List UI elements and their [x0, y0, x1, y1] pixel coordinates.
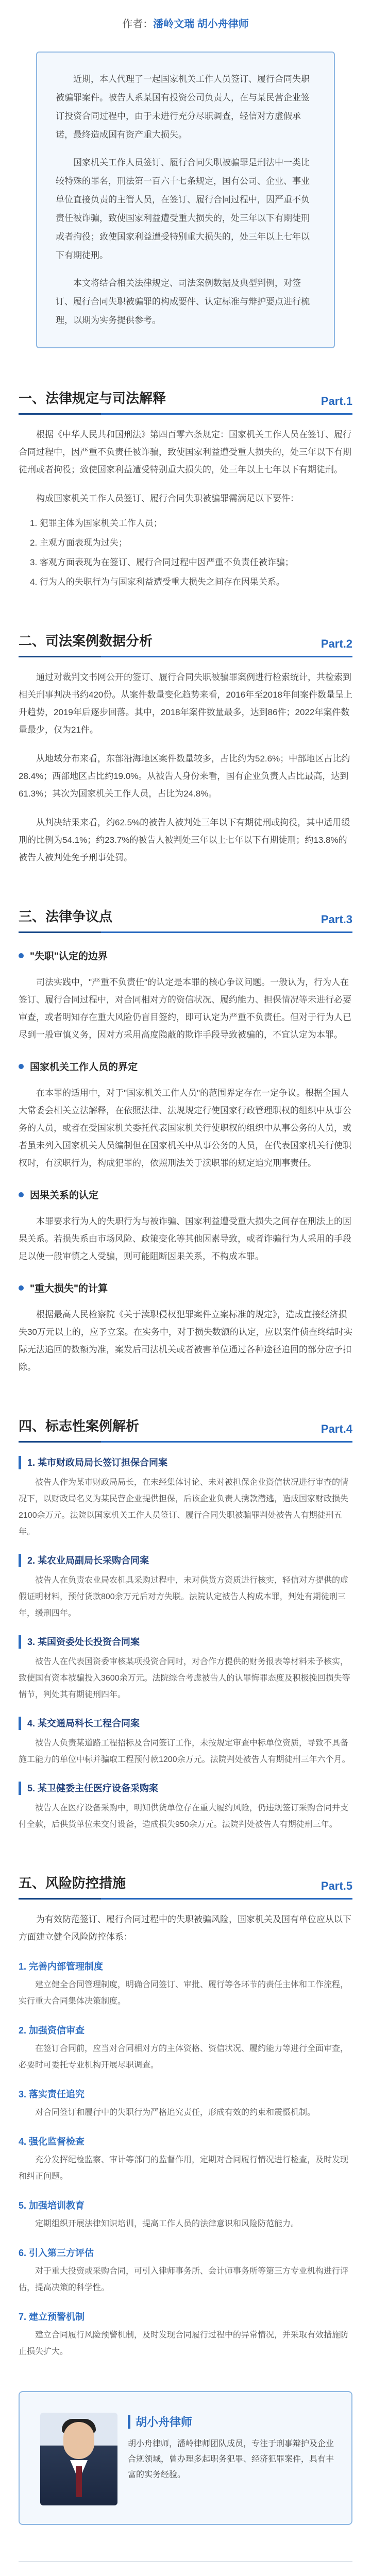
section-underline-accent: [19, 1898, 101, 1900]
paragraph: 通过对裁判文书网公开的签订、履行合同失职被骗罪案例进行检索统计，共检索到相关刑事判决书约420份。从案件数量变化趋势来看，2016年至2018年间案件数量呈上升趋势，2019年后逐步回落。其中，2018年案件数量最多，达到86件；2022年案件数量最少，仅为21件。: [19, 672, 352, 735]
section-disputes: [19, 900, 352, 1376]
portrait-face: [63, 2422, 94, 2459]
measure-body: 充分发挥纪检监察、审计等部门的监督作用，定期对合同履行情况进行检查，及时发现和纠正问题。: [19, 2156, 349, 2181]
disclaimer: [19, 2561, 352, 2576]
section-header: [19, 1866, 352, 1900]
intro-paragraph: 国家机关工作人员签订、履行合同失职被骗罪是刑法中一类比较特殊的罪名，刑法第一百六十七条规定，国有公司、企业、事业单位直接负责的主管人员，在签订、履行合同过程中，因严重不负责任被诈骗，致使国家利益遭受重大损失的，处三年以下有期徒刑或者拘役；致使国家利益遭受特别重大损失的，处三年以上七年以下有期徒刑。: [56, 158, 310, 260]
subheading: [19, 1059, 352, 1073]
paragraph: 根据最高人民检察院《关于渎职侵权犯罪案件立案标准的规定》，造成直接经济损失30万元以上的，应予立案。在实务中，对于损失数额的认定，应以案件侦查终结时实际无法追回的数额为准，案发后司法机关或者被害单位通过各种途径追回的部分应予扣除。: [19, 1310, 352, 1372]
case-body: 被告人在医疗设备采购中，明知供货单位存在重大履约风险，仍违规签订采购合同并支付全款，后供货单位未交付设备，造成损失950余万元。法院判处被告人有期徒刑三年。: [19, 1804, 349, 1829]
paragraph: 构成国家机关工作人员签订、履行合同失职被骗罪需满足以下要件：: [36, 494, 299, 503]
measure-title: 3. 落实责任追究: [19, 2089, 85, 2099]
section-title: 四、标志性案例解析: [19, 1418, 140, 1434]
case-body: 被告人负责某道路工程招标及合同签订工作，未按规定审查中标单位资质，导致不具备施工能力的单位中标并骗取工程预付款1200余万元。法院判处被告人有期徒刑三年六个月。: [19, 1739, 350, 1764]
paragraph: 司法实践中，"严重不负责任"的认定是本罪的核心争议问题。一般认为，行为人在签订、履行合同过程中，对合同相对方的资信状况、履约能力、担保情况等未进行必要审查，或者明知存在重大风险仍盲目签约，即可认定为严重不负责任。但对于行为人已尽到一般审慎义务，因对方采用高度隐蔽的欺诈手段导致被骗的，不宜认定为本罪。: [19, 977, 351, 1040]
paragraph: 从地域分布来看，东部沿海地区案件数量较多，占比约为52.6%；中部地区占比约28.4%；西部地区占比约19.0%。从被告人身份来看，国有企业负责人占比最高，达到61.3%；其次为国家机关工作人员，占比为24.8%。: [19, 754, 350, 799]
author-names: 潘岭文瑞 胡小舟律师: [153, 19, 249, 30]
list-item: 3. 客观方面表现为在签订、履行合同过程中因严重不负责任被诈骗；: [30, 557, 294, 567]
name-accent-bar: [128, 2415, 130, 2429]
bullet-dot-icon: [19, 1192, 24, 1197]
section-underline-accent: [19, 413, 101, 415]
case-body: 被告人在代表国资委审核某项投资合同时，对合作方提供的财务报表等材料未予核实，致使国有资本被骗投入3600余万元。法院综合考虑被告人的认罪悔罪态度及积极挽回损失等情节，判处其有期徒刑四年。: [19, 1657, 350, 1699]
section-data: [19, 624, 352, 867]
section-cases: [19, 1409, 352, 1833]
paragraph: 在本罪的适用中，对于"国家机关工作人员"的范围界定存在一定争议。根据全国人大常委会相关立法解释，在依照法律、法规规定行使国家行政管理职权的组织中从事公务的人员，或者在受国家机关委托代表国家机关行使职权的组织中从事公务的人员，或者虽未列入国家机关人员编制但在国家机关中从事公务的人员，在代表国家机关行使职权时，有渎职行为，构成犯罪的，依照刑法关于渎职罪的规定追究刑事责任。: [19, 1088, 351, 1168]
subheading: [19, 1188, 352, 1201]
case-title: 5. 某卫健委主任医疗设备采购案: [19, 1782, 352, 1795]
measure-title: 7. 建立预警机制: [19, 2312, 85, 2322]
intro-paragraph: 近期，本人代理了一起国家机关工作人员签订、履行合同失职被骗罪案件。被告人系某国有投资公司负责人，在与某民营企业签订投资合同过程中，由于未进行充分尽职调查，轻信对方虚假承诺，最终造成国有资产重大损失。: [56, 74, 310, 140]
subheading-text: "重大损失"的计算: [30, 1283, 108, 1294]
section-underline-accent: [19, 656, 101, 657]
measure-body: 建立健全合同管理制度，明确合同签订、审批、履行等各环节的责任主体和工作流程，实行重大合同集体决策制度。: [19, 1980, 349, 2006]
list-item: 4. 行为人的失职行为与国家利益遭受重大损失之间存在因果关系。: [30, 577, 285, 587]
case-body: 被告人作为某市财政局局长，在未经集体讨论、未对被担保企业资信状况进行审查的情况下，以财政局名义为某民营企业提供担保，后该企业负责人携款潜逃，造成国家财政损失2100余万元。法院以国家机关工作人员签订、履行合同失职被骗罪判处被告人有期徒刑五年。: [19, 1478, 349, 1536]
portrait-tie: [76, 2466, 82, 2497]
measure-body: 建立合同履行风险预警机制，及时发现合同履行过程中的异常情况，并采取有效措施防止损失扩大。: [19, 2331, 349, 2356]
measure-title: 5. 加强培训教育: [19, 2200, 85, 2211]
section-title: 二、司法案例数据分析: [19, 633, 153, 649]
paragraph: 为有效防范签订、履行合同过程中的失职被骗风险，国家机关及国有单位应从以下方面建立健全风险防控体系：: [19, 1914, 351, 1942]
bullet-dot-icon: [19, 953, 24, 958]
measure-body: 对于重大投资或采购合同，可引入律师事务所、会计师事务所等第三方专业机构进行评估，提高决策的科学性。: [19, 2267, 349, 2292]
measure-body: 定期组织开展法律知识培训，提高工作人员的法律意识和风险防范能力。: [35, 2219, 299, 2228]
section-title: 五、风险防控措施: [19, 1875, 126, 1891]
section-part-label: Part.3: [321, 913, 352, 926]
section-underline-accent: [19, 1441, 101, 1443]
measure-title: 4. 强化监督检查: [19, 2137, 85, 2147]
measure-body: 对合同签订和履行中的失职行为严格追究责任，形成有效的约束和震慑机制。: [35, 2108, 316, 2117]
lawyer-portrait-icon: [40, 2413, 117, 2505]
author-card: [19, 2391, 352, 2525]
author-card-name: 胡小舟律师: [136, 2416, 193, 2429]
list-item: 2. 主观方面表现为过失；: [30, 538, 127, 548]
intro-box: [36, 52, 335, 348]
section-header: [19, 1409, 352, 1443]
section-underline-accent: [19, 931, 101, 933]
section-title: 三、法律争议点: [19, 909, 113, 924]
paragraph: 本罪要求行为人的失职行为与被诈骗、国家利益遭受重大损失之间存在刑法上的因果关系。若损失系由市场风险、政策变化等其他因素导致，或者诈骗行为人采用的手段足以使一般审慎之人受骗，则可能阻断因果关系，不构成本罪。: [19, 1216, 351, 1261]
measure-title: 2. 加强资信审查: [19, 2025, 85, 2036]
measure-body: 在签订合同前，应当对合同相对方的主体资格、资信状况、履约能力等进行全面审查，必要时可委托专业机构开展尽职调查。: [19, 2044, 349, 2070]
paragraph: 从判决结果来看，约62.5%的被告人被判处三年以下有期徒刑或拘役，其中适用缓刑的比例为54.1%；约23.7%的被告人被判处三年以上七年以下有期徒刑；约13.8%的被告人被判处免予刑事处罚。: [19, 818, 350, 862]
intro-paragraph: 本文将结合相关法律规定、司法案例数据及典型判例，对签订、履行合同失职被骗罪的构成要件、认定标准与辩护要点进行梳理，以期为实务提供参考。: [56, 278, 310, 325]
subheading-text: 因果关系的认定: [30, 1190, 99, 1201]
author-line: [0, 0, 371, 31]
bullet-dot-icon: [19, 1285, 24, 1291]
subheading: [19, 948, 352, 962]
element-list: [19, 515, 352, 591]
case-title: 2. 某农业局副局长采购合同案: [19, 1554, 352, 1567]
section-header: [19, 624, 352, 657]
case-title: 3. 某国资委处长投资合同案: [19, 1635, 352, 1649]
list-item: 1. 犯罪主体为国家机关工作人员；: [30, 518, 162, 528]
section-title: 一、法律规定与司法解释: [19, 391, 166, 406]
section-part-label: Part.5: [321, 1879, 352, 1892]
paragraph: 根据《中华人民共和国刑法》第四百零六条规定：国家机关工作人员在签订、履行合同过程中，因严重不负责任被诈骗，致使国家利益遭受重大损失的，处三年以下有期徒刑或者拘役；致使国家利益遭受特别重大损失的，处三年以上七年以下有期徒刑。: [19, 430, 351, 474]
subheading-text: 国家机关工作人员的界定: [30, 1062, 138, 1073]
section-part-label: Part.4: [321, 1422, 352, 1435]
section-legal: [19, 381, 352, 591]
section-header: [19, 381, 352, 415]
author-card-description: 胡小舟律师，潘岭律师团队成员，专注于刑事辩护及企业合规领域，曾办理多起职务犯罪、经济犯罪案件，具有丰富的实务经验。: [128, 2439, 334, 2479]
case-body: 被告人在负责农业局农机具采购过程中，未对供货方资质进行核实，轻信对方提供的虚假证明材料，预付货款800余万元后对方失联。法院认定被告人构成本罪，判处有期徒刑三年，缓刑四年。: [19, 1576, 349, 1618]
case-title: 4. 某交通局科长工程合同案: [19, 1717, 352, 1730]
section-part-label: Part.1: [321, 395, 352, 408]
section-header: [19, 900, 352, 933]
bullet-dot-icon: [19, 1064, 24, 1069]
measure-title: 1. 完善内部管理制度: [19, 1961, 104, 1972]
measure-title: 6. 引入第三方评估: [19, 2248, 94, 2258]
subheading-text: "失职"认定的边界: [30, 951, 108, 962]
author-card-name-row: [128, 2414, 192, 2430]
section-part-label: Part.2: [321, 637, 352, 650]
case-title: 1. 某市财政局局长签订担保合同案: [19, 1456, 352, 1469]
section-risk: [19, 1866, 352, 2360]
author-prefix: 作者：: [122, 19, 154, 30]
subheading: [19, 1281, 352, 1295]
